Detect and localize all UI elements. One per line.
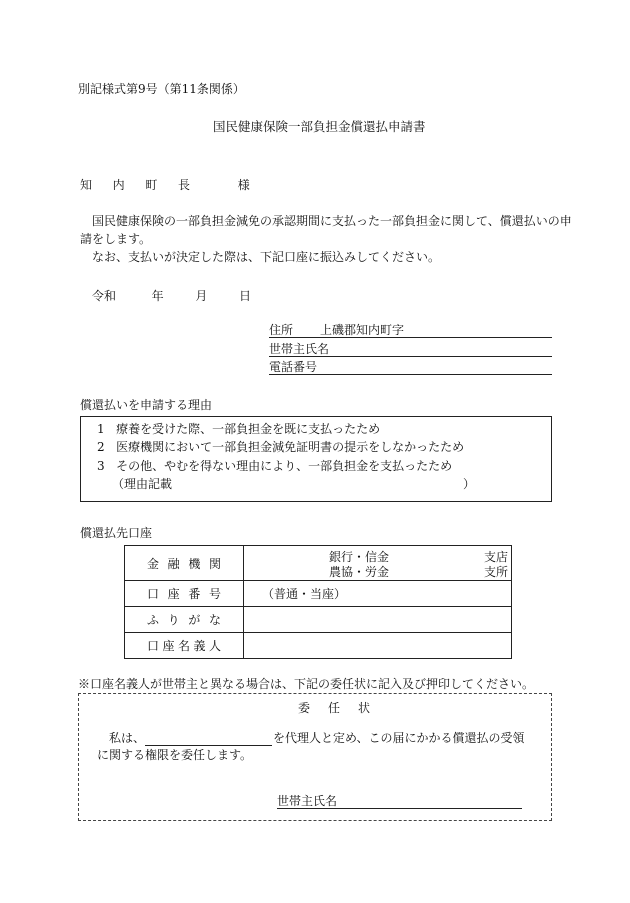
name-line[interactable] bbox=[269, 356, 552, 357]
account-type: （普通・当座） bbox=[262, 587, 347, 601]
reason-text: その他、やむを得ない理由により、一部負担金を支払ったため bbox=[116, 459, 453, 473]
phone-line[interactable] bbox=[269, 374, 552, 375]
date-year: 年 bbox=[151, 289, 164, 303]
reason-num: 1 bbox=[97, 422, 105, 436]
name-label: 世帯主氏名 bbox=[269, 342, 330, 356]
holder-label: 口 座 名 義 人 bbox=[125, 633, 244, 659]
reason-text: 医療機関において一部負担金減免証明書の提示をしなかったため bbox=[116, 440, 465, 454]
addressee-char: 知 bbox=[80, 178, 93, 192]
address-label: 住所 bbox=[269, 323, 294, 337]
addressee-char: 内 bbox=[112, 178, 125, 192]
delegation-text-prefix: 私は、 bbox=[109, 731, 146, 745]
reason-item-2[interactable] bbox=[97, 441, 464, 453]
reason-note-open: （理由記載 bbox=[112, 477, 173, 491]
bank-type-bottom: 農協・労金 bbox=[329, 565, 390, 579]
account-table bbox=[124, 545, 512, 659]
account-number-cell[interactable] bbox=[244, 581, 512, 607]
addressee bbox=[80, 179, 250, 191]
reason-note-close: ） bbox=[463, 477, 476, 491]
agent-name-line[interactable] bbox=[145, 745, 272, 746]
furigana-label: ふ り が な bbox=[125, 607, 244, 633]
table-row bbox=[125, 607, 512, 633]
delegation-title: 委 任 状 bbox=[298, 701, 371, 715]
delegation-note: ※口座名義人が世帯主と異なる場合は、下記の委任状に記入及び押印してください。 bbox=[78, 677, 535, 691]
table-row bbox=[125, 633, 512, 659]
holder-cell[interactable] bbox=[244, 633, 512, 659]
account-heading: 償還払先口座 bbox=[80, 526, 153, 540]
addressee-honorific: 様 bbox=[237, 178, 250, 192]
delegation-text-line2: に関する権限を委任します。 bbox=[97, 748, 253, 762]
address-line[interactable] bbox=[269, 337, 552, 338]
body-line-1: 国民健康保険の一部負担金減免の承認期間に支払った一部負担金に関して、償還払いの申 bbox=[92, 214, 572, 228]
signature-label: 世帯主氏名 bbox=[277, 794, 338, 808]
date-day: 日 bbox=[239, 289, 252, 303]
branch-bottom: 支所 bbox=[484, 565, 509, 579]
table-row bbox=[125, 581, 512, 607]
date-month: 月 bbox=[195, 289, 208, 303]
reason-item-1[interactable] bbox=[97, 423, 380, 435]
bank-type-top: 銀行・信金 bbox=[329, 550, 390, 564]
reason-num: 3 bbox=[97, 459, 105, 473]
date-era: 令和 bbox=[92, 289, 117, 303]
date-line bbox=[92, 290, 251, 302]
signature-line[interactable] bbox=[277, 808, 522, 809]
addressee-char: 町 bbox=[145, 178, 158, 192]
bank-label: 金 融 機 関 bbox=[125, 546, 244, 581]
addressee-char: 長 bbox=[178, 178, 191, 192]
reason-text: 療養を受けた際、一部負担金を既に支払ったため bbox=[116, 422, 381, 436]
reason-num: 2 bbox=[97, 440, 105, 454]
table-row bbox=[125, 546, 512, 581]
reason-item-3[interactable] bbox=[97, 460, 452, 472]
account-number-label: 口 座 番 号 bbox=[125, 581, 244, 607]
branch-top: 支店 bbox=[484, 550, 509, 564]
address-value: 上磯郡知内町字 bbox=[320, 323, 405, 337]
page-title: 国民健康保険一部負担金償還払申請書 bbox=[213, 119, 426, 134]
form-number: 別記様式第9号（第11条関係） bbox=[78, 82, 245, 96]
furigana-cell[interactable] bbox=[244, 607, 512, 633]
bank-cell[interactable] bbox=[244, 546, 512, 581]
body-line-3: なお、支払いが決定した際は、下記口座に振込みしてください。 bbox=[92, 250, 441, 264]
reason-heading: 償還払いを申請する理由 bbox=[80, 398, 213, 412]
body-line-2: 請をします。 bbox=[80, 232, 152, 246]
phone-label: 電話番号 bbox=[269, 360, 318, 374]
delegation-text-suffix: を代理人と定め、この届にかかる償還払の受領 bbox=[273, 731, 525, 745]
